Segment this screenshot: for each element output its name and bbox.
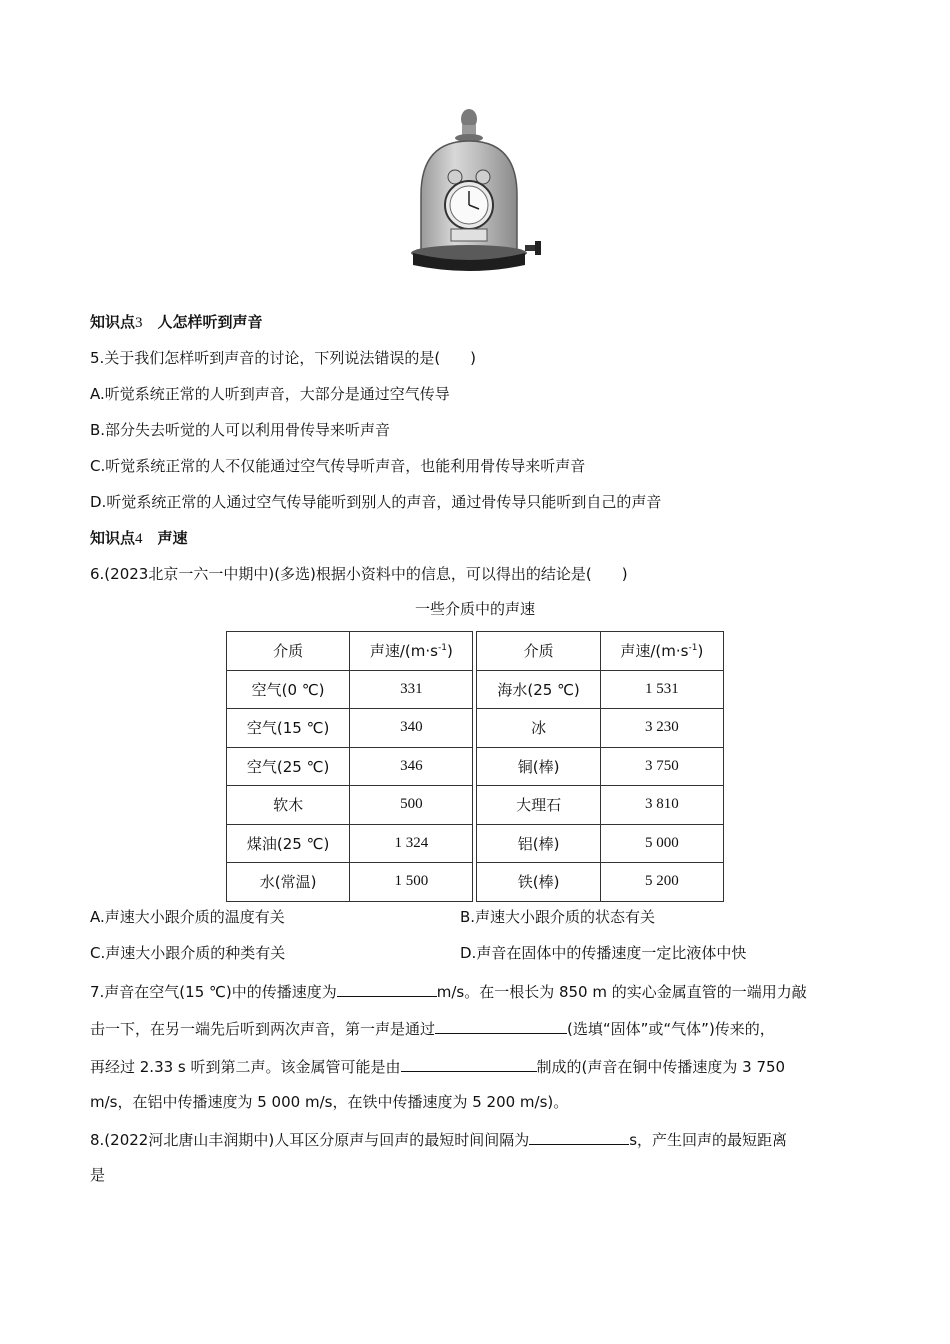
medium-cell: 冰 <box>477 709 600 748</box>
q8-line-2: 是 <box>90 1166 106 1184</box>
answer-blank[interactable] <box>401 1055 537 1072</box>
q6-option-c: C.声速大小跟介质的种类有关 <box>90 944 286 962</box>
section-title: 人怎样听到声音 <box>157 313 263 331</box>
speed-cell: 340 <box>350 709 473 748</box>
q7-line-1: 7.声音在空气(15 ℃)中的传播速度为 m/s。在一根长为 850 m 的实心金属直管的一端用力敲 <box>90 980 807 1002</box>
header-speed: 声速$/(m\cdot s^{-1})$ <box>600 632 723 671</box>
speed-cell: 3 750 <box>600 747 723 786</box>
medium-cell: 空气(0 ℃) <box>227 670 350 709</box>
answer-blank[interactable] <box>529 1128 629 1145</box>
q6-stem: 6.(2023北京一六一中期中)(多选)根据小资料中的信息，可以得出的结论是( ) <box>90 565 628 583</box>
speed-cell: 5 000 <box>600 824 723 863</box>
table-header-row <box>227 632 724 671</box>
medium-cell: 煤油(25 ℃) <box>227 824 350 863</box>
medium-cell: 水(常温) <box>227 863 350 902</box>
section-label: 知识点 <box>90 529 136 547</box>
q7-line-2: 击一下，在另一端先后听到两次声音，第一声是通过 (选填“固体”或“气体”)传来的， <box>90 1017 775 1039</box>
medium-cell: 铝(棒) <box>477 824 600 863</box>
q5-option-a: A.听觉系统正常的人听到声音，大部分是通过空气传导 <box>90 385 450 403</box>
medium-cell: 海水(25 ℃) <box>477 670 600 709</box>
table-title: 一些介质中的声速 <box>414 600 535 618</box>
q7-line-4: m/s，在铝中传播速度为 5 000 m/s，在铁中传播速度为 5 200 m/s)。 <box>90 1093 569 1111</box>
q6-option-a: A.声速大小跟介质的温度有关 <box>90 908 285 926</box>
table-row <box>227 747 724 786</box>
table-row <box>227 709 724 748</box>
q6-option-d: D.声音在固体中的传播速度一定比液体中快 <box>460 944 747 962</box>
medium-cell: 大理石 <box>477 786 600 825</box>
section-number: 4 <box>135 531 143 547</box>
q7-line-3: 再经过 2.33 s 听到第二声。该金属管可能是由 制成的(声音在铜中传播速度为 3 750 <box>90 1055 785 1077</box>
sound-speed-table <box>226 631 724 902</box>
header-medium: 介质 <box>227 632 350 671</box>
speed-cell: 1 500 <box>350 863 473 902</box>
q6-option-b: B.声速大小跟介质的状态有关 <box>460 908 656 926</box>
table-row <box>227 670 724 709</box>
speed-cell: 500 <box>350 786 473 825</box>
table-row <box>227 786 724 825</box>
medium-cell: 软木 <box>227 786 350 825</box>
q5-stem: 5.关于我们怎样听到声音的讨论，下列说法错误的是( ) <box>90 349 477 367</box>
answer-blank[interactable] <box>435 1017 567 1034</box>
header-medium: 介质 <box>477 632 600 671</box>
speed-cell: 346 <box>350 747 473 786</box>
speed-cell: 1 531 <box>600 670 723 709</box>
section-heading-4 <box>90 528 188 549</box>
q8-line-1: 8.(2022河北唐山丰润期中)人耳区分原声与回声的最短时间间隔为 s，产生回声的最短距离 <box>90 1128 787 1150</box>
section-title: 声速 <box>157 529 188 547</box>
medium-cell: 空气(25 ℃) <box>227 747 350 786</box>
q5-option-c: C.听觉系统正常的人不仅能通过空气传导听声音，也能利用骨传导来听声音 <box>90 457 586 475</box>
speed-cell: 331 <box>350 670 473 709</box>
q5-option-b: B.部分失去听觉的人可以利用骨传导来听声音 <box>90 421 391 439</box>
header-speed: 声速$/(m\cdot s^{-1})$ <box>350 632 473 671</box>
speed-cell: 5 200 <box>600 863 723 902</box>
q5-option-d: D.听觉系统正常的人通过空气传导能听到别人的声音，通过骨传导只能听到自己的声音 <box>90 493 662 511</box>
bell-jar-alarm-clock-figure <box>405 105 550 277</box>
speed-cell: 1 324 <box>350 824 473 863</box>
speed-cell: 3 230 <box>600 709 723 748</box>
answer-blank[interactable] <box>337 980 437 997</box>
medium-cell: 铜(棒) <box>477 747 600 786</box>
table-row <box>227 824 724 863</box>
section-number: 3 <box>135 315 143 331</box>
speed-cell: 3 810 <box>600 786 723 825</box>
section-label: 知识点 <box>90 313 136 331</box>
medium-cell: 铁(棒) <box>477 863 600 902</box>
table-row <box>227 863 724 902</box>
medium-cell: 空气(15 ℃) <box>227 709 350 748</box>
section-heading-3 <box>90 312 263 333</box>
